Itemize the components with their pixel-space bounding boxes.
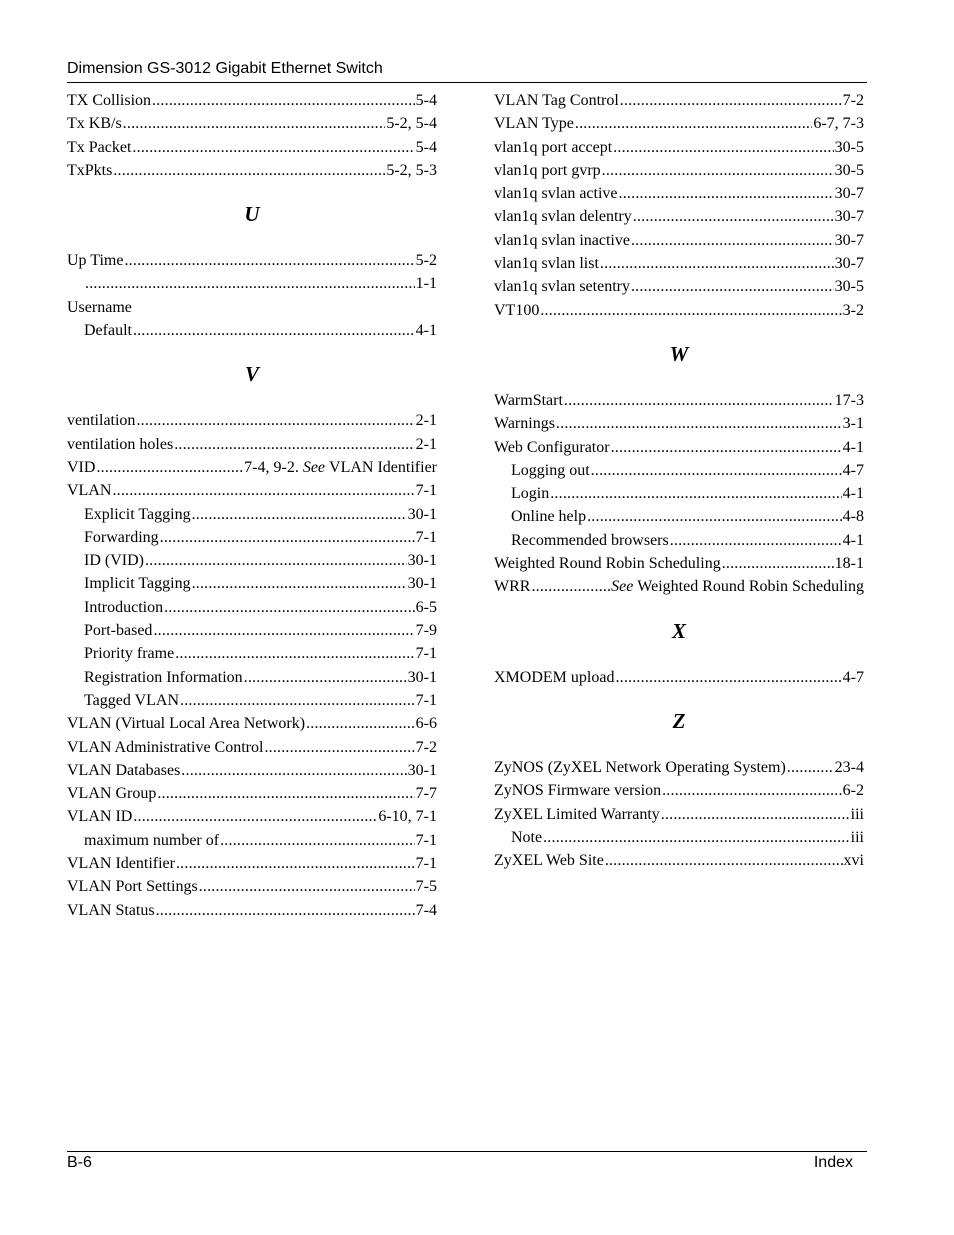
- index-subentry: [67, 503, 437, 526]
- index-pages: 7-4: [415, 901, 437, 919]
- section-heading-z: Z: [672, 708, 686, 733]
- index-entry: [494, 575, 864, 598]
- index-entry: [494, 436, 864, 459]
- index-term: TxPkts: [67, 161, 113, 179]
- index-subentry: [67, 526, 437, 549]
- index-pages: 30-1: [407, 575, 437, 593]
- section-heading-w: W: [669, 341, 689, 366]
- index-subentry: [67, 596, 437, 619]
- index-term: vlan1q port gvrp: [494, 161, 601, 179]
- index-pages: 7-1: [415, 831, 437, 849]
- index-pages: 30-5: [834, 161, 864, 179]
- index-pages: 18-1: [834, 555, 864, 573]
- index-pages: 6-10, 7-1: [378, 808, 437, 826]
- index-pages: 7-1: [415, 855, 437, 873]
- index-pages: 7-2: [842, 92, 864, 109]
- index-entry: [67, 433, 437, 456]
- index-term: Port-based: [84, 622, 153, 640]
- index-pages: iii: [850, 828, 864, 846]
- index-entry: [494, 89, 864, 112]
- index-term: Tx KB/s: [67, 115, 122, 133]
- index-pages: xvi: [843, 852, 864, 870]
- index-pages: 7-2: [415, 738, 437, 756]
- index-term: vlan1q svlan delentry: [494, 208, 632, 226]
- index-pages: 5-2: [415, 252, 437, 270]
- index-pages: 5-4: [415, 92, 437, 109]
- index-entry: [67, 736, 437, 759]
- index-entry: [67, 712, 437, 735]
- index-term: Online help: [511, 508, 587, 526]
- index-term: vlan1q svlan active: [494, 185, 618, 203]
- index-term: WarmStart: [494, 391, 563, 409]
- index-term: Login: [511, 485, 550, 503]
- index-term: Note: [511, 828, 543, 846]
- index-term: Default: [84, 322, 132, 340]
- index-pages: 30-7: [834, 255, 864, 273]
- index-term: VLAN ID: [67, 808, 133, 826]
- index-term: WRR: [494, 578, 531, 596]
- index-pages: 4-1: [842, 485, 864, 503]
- index-pages: 7-7: [415, 785, 437, 803]
- index-pages: 7-1: [415, 645, 437, 663]
- index-pages: 4-7: [842, 668, 864, 686]
- index-entry: [67, 136, 437, 159]
- index-pages: 23-4: [834, 758, 864, 776]
- index-entry: [494, 779, 864, 802]
- index-subentry: [67, 666, 437, 689]
- index-entry: [494, 275, 864, 298]
- index-term: VLAN Identifier: [67, 855, 175, 873]
- index-entry: [494, 229, 864, 252]
- index-pages: 4-8: [842, 508, 864, 526]
- index-subentry: [494, 459, 864, 482]
- index-term: Up Time: [67, 252, 124, 270]
- index-term: ZyXEL Web Site: [494, 852, 604, 870]
- index-term: Logging out: [511, 461, 590, 479]
- page-number: B-6: [67, 1154, 92, 1171]
- index-subentry: [494, 826, 864, 849]
- index-pages: 4-7: [842, 461, 864, 479]
- index-term: Recommended browsers: [511, 531, 669, 549]
- see-reference: See: [611, 578, 634, 596]
- index-subentry: [67, 619, 437, 642]
- index-term: VLAN Databases: [67, 761, 181, 779]
- index-entry: [494, 252, 864, 275]
- index-term: VLAN: [67, 482, 112, 500]
- index-term: VLAN Administrative Control: [67, 738, 264, 756]
- index-entry: [67, 759, 437, 782]
- index-pages: 7-9: [415, 622, 437, 640]
- index-pages: 7-4, 9-2.: [244, 458, 299, 476]
- index-term: Forwarding: [84, 528, 159, 546]
- index-term: VLAN (Virtual Local Area Network): [67, 715, 306, 733]
- index-entry: [67, 89, 437, 112]
- index-entry: [67, 159, 437, 182]
- index-pages: 5-4: [415, 138, 437, 156]
- index-pages: 7-5: [415, 878, 437, 896]
- index-pages: 6-5: [415, 598, 437, 616]
- index-term: vlan1q port accept: [494, 138, 613, 156]
- index-term: Registration Information: [84, 668, 243, 686]
- index-term: XMODEM upload: [494, 668, 615, 686]
- index-entry: [67, 249, 437, 272]
- index-pages: 6-6: [415, 715, 437, 733]
- index-term: VT100: [494, 301, 540, 319]
- index-pages: iii: [850, 805, 864, 823]
- section-heading-u: U: [244, 202, 260, 227]
- index-entry: [67, 409, 437, 432]
- index-term: Weighted Round Robin Scheduling: [494, 555, 721, 573]
- index-pages: 30-5: [834, 138, 864, 156]
- index-pages: 30-7: [834, 208, 864, 226]
- index-subentry: [494, 505, 864, 528]
- index-entry: [67, 112, 437, 135]
- index-term: maximum number of: [84, 831, 220, 849]
- index-pages: 30-5: [834, 278, 864, 296]
- section-heading-x: X: [671, 618, 686, 643]
- index-pages: 30-7: [834, 185, 864, 203]
- index-pages: 2-1: [415, 435, 437, 453]
- index-entry: [67, 272, 437, 295]
- index-pages: 30-1: [407, 552, 437, 570]
- index-entry: [67, 875, 437, 898]
- index-subentry: [67, 829, 437, 852]
- index-entry: [494, 182, 864, 205]
- index-entry: [67, 805, 437, 828]
- footer-section-name: Index: [813, 1154, 853, 1171]
- index-entry: [494, 389, 864, 412]
- index-subentry: [67, 549, 437, 572]
- index-entry: [67, 479, 437, 502]
- index-pages: 7-1: [415, 691, 437, 709]
- index-term: VLAN Type: [494, 115, 574, 133]
- index-entry: [494, 666, 864, 689]
- index-subentry: [494, 529, 864, 552]
- index-entry: [494, 412, 864, 435]
- index-term: VLAN Status: [67, 901, 155, 919]
- index-pages: 5-2, 5-3: [386, 161, 437, 179]
- index-entry: [494, 159, 864, 182]
- index-pages: 4-1: [415, 322, 437, 340]
- index-subentry: [67, 689, 437, 712]
- index-pages: 3-2: [842, 301, 864, 319]
- index-entry: [494, 112, 864, 135]
- index-pages: 30-7: [834, 231, 864, 249]
- index-term: Tagged VLAN: [84, 691, 180, 709]
- index-term: Introduction: [84, 598, 164, 616]
- index-entry: [494, 299, 864, 322]
- index-pages: 7-1: [415, 528, 437, 546]
- index-term: vlan1q svlan inactive: [494, 231, 630, 249]
- footer-rule: [67, 1151, 867, 1152]
- index-term: Username: [67, 298, 132, 316]
- index-column-right: [494, 89, 864, 872]
- index-entry: [494, 849, 864, 872]
- index-term: ventilation: [67, 412, 136, 430]
- index-term: Implicit Tagging: [84, 575, 191, 593]
- index-entry: [494, 136, 864, 159]
- index-entry: [494, 205, 864, 228]
- index-entry: [494, 803, 864, 826]
- page-header-title: Dimension GS-3012 Gigabit Ethernet Switch: [67, 60, 383, 77]
- index-pages: 30-1: [407, 761, 437, 779]
- index-column-left: [67, 89, 437, 922]
- index-pages: 5-2, 5-4: [386, 115, 437, 133]
- index-term: VLAN Port Settings: [67, 878, 198, 896]
- index-term: VLAN Tag Control: [494, 92, 619, 109]
- index-subentry: [67, 642, 437, 665]
- index-term: VLAN Group: [67, 785, 157, 803]
- index-pages: 4-1: [842, 531, 864, 549]
- index-term: vlan1q svlan list: [494, 255, 599, 273]
- index-pages: 4-1: [842, 438, 864, 456]
- see-target: VLAN Identifier: [329, 458, 437, 476]
- index-pages: 6-2: [842, 782, 864, 800]
- index-subentry: [67, 572, 437, 595]
- index-pages: 6-7, 7-3: [813, 115, 864, 133]
- index-term: Priority frame: [84, 645, 175, 663]
- see-target: Weighted Round Robin Scheduling: [637, 578, 864, 596]
- index-pages: 30-1: [407, 505, 437, 523]
- index-term: ZyNOS (ZyXEL Network Operating System): [494, 758, 786, 776]
- header-rule: [67, 82, 867, 83]
- index-pages: 30-1: [407, 668, 437, 686]
- index-entry: [494, 756, 864, 779]
- index-term: ID (VID): [84, 552, 144, 570]
- index-pages: 2-1: [415, 412, 437, 430]
- index-pages: 3-1: [842, 415, 864, 433]
- index-term: Warnings: [494, 415, 555, 433]
- index-entry: [494, 552, 864, 575]
- index-entry: [67, 852, 437, 875]
- index-pages: 7-1: [415, 482, 437, 500]
- index-term: ZyXEL Limited Warranty: [494, 805, 660, 823]
- section-heading-v: V: [244, 362, 259, 387]
- index-entry: [67, 456, 437, 479]
- index-subentry: [494, 482, 864, 505]
- index-term: vlan1q svlan setentry: [494, 278, 630, 296]
- index-pages: 17-3: [834, 391, 864, 409]
- see-reference: See: [302, 458, 326, 476]
- index-term: Web Configurator: [494, 438, 610, 456]
- index-term: TX Collision: [67, 92, 152, 109]
- index-entry: [67, 899, 437, 922]
- index-term: Tx Packet: [67, 138, 132, 156]
- index-pages: 1-1: [415, 275, 437, 293]
- index-term: Explicit Tagging: [84, 505, 191, 523]
- index-term: ZyNOS Firmware version: [494, 782, 662, 800]
- index-entry: [67, 782, 437, 805]
- index-term: VID: [67, 458, 96, 476]
- index-term: ventilation holes: [67, 435, 174, 453]
- index-subentry: [67, 319, 437, 342]
- index-entry: [67, 296, 437, 319]
